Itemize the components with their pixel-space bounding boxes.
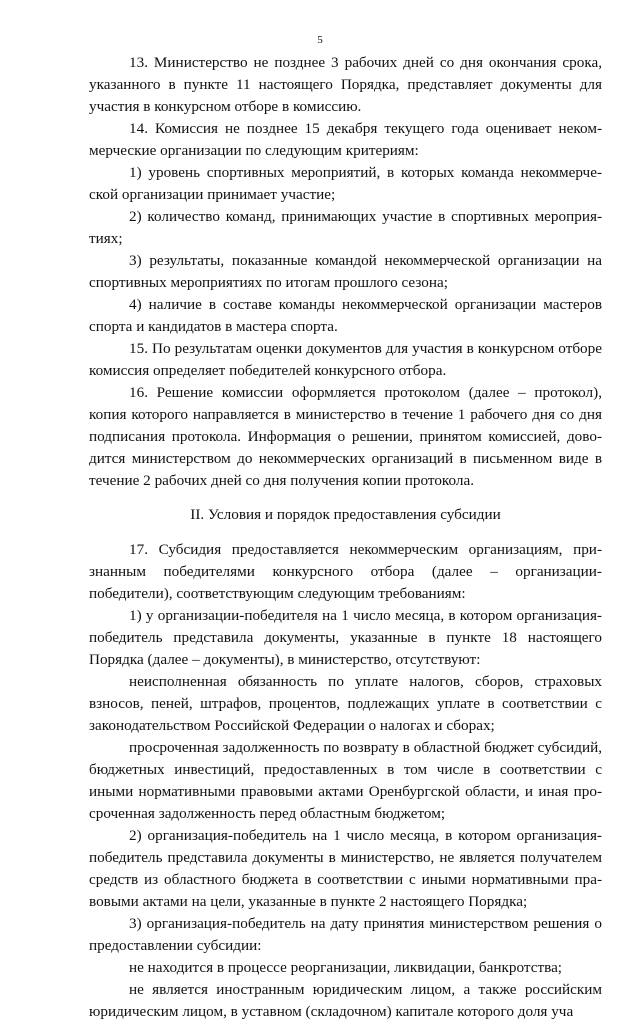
paragraph-15: 15. По результатам оценки документов для участия в конкурсном отборе комиссия определяет победителей конкурсного отбора. xyxy=(89,340,602,379)
criterion-4: 4) наличие в составе команды некоммерческой организации мастеров спорта и кандидатов в мастера спорта. xyxy=(89,296,602,335)
criterion-1: 1) уровень спортивных мероприятий, в которых команда некоммерческой организации принимает участие; xyxy=(89,164,602,203)
criterion-3: 3) результаты, показанные командой некоммерческой организации на спортивных мероприятиях по итогам прошлого сезона; xyxy=(89,252,602,291)
requirement-1-overdue-debt: просроченная задолженность по возврату в областной бюджет субсидий, бюджетных инвестиций, предоставленных в том числе в соответствии с иными нормативными правовыми актами Оренбургской области, и иная просроченная задолженность перед областным бюджетом; xyxy=(89,739,602,822)
page-number: 5 xyxy=(317,34,323,46)
requirement-1-tax-debt: неисполненная обязанность по уплате налогов, сборов, страховых взносов, пеней, штрафов, процентов, подлежащих уплате в соответствии с законодательством Российской Федерации о налогах и сборах; xyxy=(89,673,602,734)
requirement-2: 2) организация-победитель на 1 число месяца, в котором организация-победитель представила документы в министерство, не является получателем средств из областного бюджета в соответствии с иными нормативными правовыми актами на цели, указанные в пункте 2 настоящего Порядка; xyxy=(89,827,602,910)
section-heading: II. Условия и порядок предоставления субсидии xyxy=(190,506,501,523)
paragraph-13: 13. Министерство не позднее 3 рабочих дней со дня окончания срока, указанного в пункте 11 настоящего Порядка, представляет документы для участия в конкурсном отборе в комиссию. xyxy=(89,54,602,115)
requirement-3-reorganization: не находится в процессе реорганизации, ликвидации, банкротства; xyxy=(129,959,563,976)
paragraph-17: 17. Субсидия предоставляется некоммерческим организациям, признанным победителями конкурсного отбора (далее – организации-победители), соответствующим следующим требованиям: xyxy=(89,541,602,602)
requirement-1: 1) у организации-победителя на 1 число месяца, в котором организация-победитель представила документы, указанные в пункте 18 настоящего Порядка (далее – документы), в министерство, отсутствуют: xyxy=(89,607,602,668)
paragraph-16: 16. Решение комиссии оформляется протоколом (далее – протокол), копия которого направляется в министерство в течение 1 рабочего дня со дня подписания протокола. Информация о решении, принятом комиссией, доводится министерством до некоммерческих организаций в письменном виде в течение 2 рабочих дней со дня получения копии протокола. xyxy=(89,384,602,489)
criterion-2: 2) количество команд, принимающих участие в спортивных мероприятиях; xyxy=(89,208,602,247)
document-body xyxy=(89,52,602,1023)
paragraph-14: 14. Комиссия не позднее 15 декабря текущего года оценивает некоммерческие организации по следующим критериям: xyxy=(89,120,602,159)
requirement-3-foreign-entity: не является иностранным юридическим лицом, а также российским юридическим лицом, в уставном (складочном) капитале которого доля уча xyxy=(89,981,602,1020)
requirement-3: 3) организация-победитель на дату принятия министерством решения о предоставлении субсидии: xyxy=(89,915,602,954)
